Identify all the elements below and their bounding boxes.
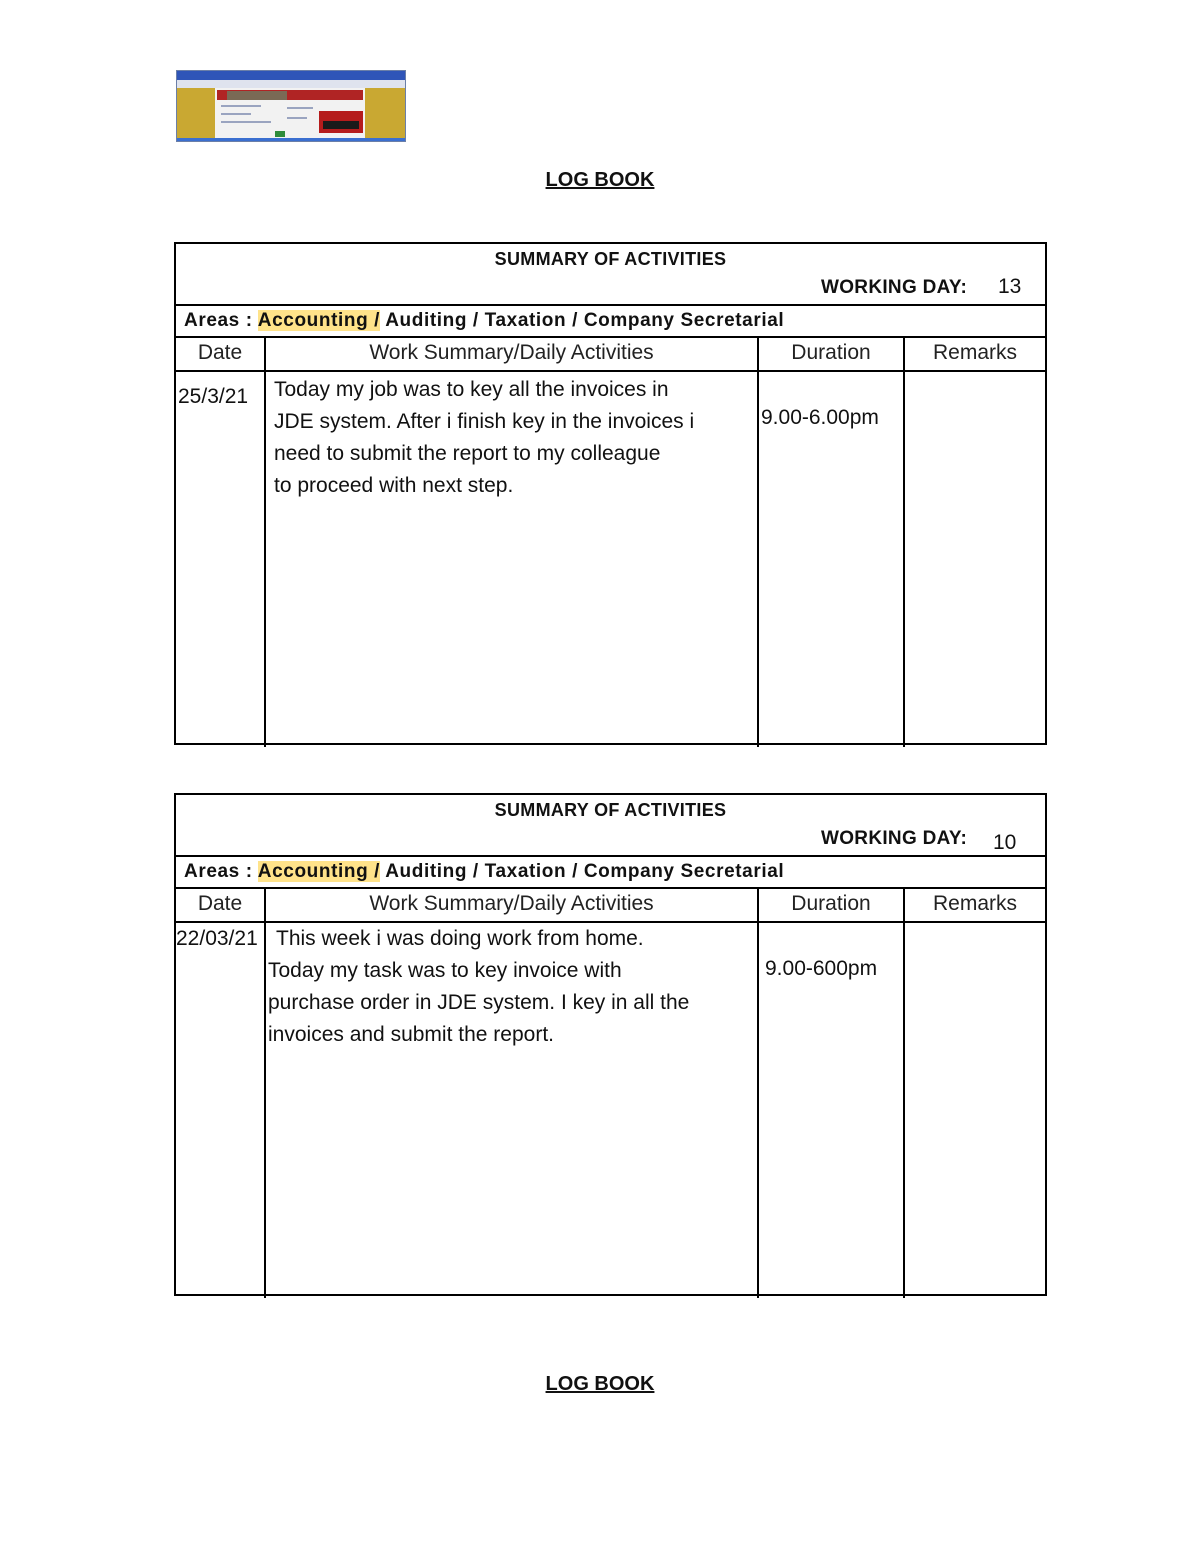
entry-remarks <box>905 372 1045 747</box>
work-line: This week i was doing work from home. <box>276 927 644 950</box>
summary-title: SUMMARY OF ACTIVITIES <box>494 800 727 820</box>
work-summary <box>266 923 759 1298</box>
areas-row <box>176 306 1045 338</box>
col-date-header: Date <box>176 338 266 370</box>
entry-date: 25/3/21 <box>176 372 266 747</box>
areas-prefix: Areas : <box>184 861 258 882</box>
col-date-header: Date <box>176 889 266 921</box>
work-line: purchase order in JDE system. I key in all the <box>268 991 690 1014</box>
col-remarks-header: Remarks <box>932 341 1017 364</box>
areas-highlight: Accounting / <box>257 310 381 331</box>
areas-prefix: Areas : <box>184 310 258 331</box>
working-day-value: 10 <box>993 831 1017 854</box>
work-line: Today my job was to key all the invoices in <box>274 378 669 401</box>
browser-screenshot-thumbnail <box>176 70 406 142</box>
table-row <box>176 923 1045 1298</box>
work-line: invoices and submit the report. <box>268 1023 554 1046</box>
work-line: need to submit the report to my colleague <box>274 442 661 465</box>
entry-remarks <box>905 923 1045 1298</box>
activity-log-table <box>174 793 1047 1296</box>
work-line: Today my task was to key invoice with <box>268 959 622 982</box>
entry-date: 22/03/21 <box>176 923 266 1298</box>
page-title: LOG BOOK <box>545 169 655 191</box>
areas-rest: Auditing / Taxation / Company Secretarial <box>380 310 785 331</box>
entry-duration: 9.00-600pm <box>759 923 905 1298</box>
working-day-value: 13 <box>998 275 1022 298</box>
working-day-label: WORKING DAY: <box>821 277 968 298</box>
next-page-title: LOG BOOK <box>545 1373 655 1395</box>
areas-rest: Auditing / Taxation / Company Secretarial <box>380 861 785 882</box>
areas-row <box>176 857 1045 889</box>
work-line: JDE system. After i finish key in the invoices i <box>274 410 695 433</box>
work-summary <box>266 372 759 747</box>
summary-header <box>176 795 1045 857</box>
summary-title: SUMMARY OF ACTIVITIES <box>494 249 727 269</box>
summary-header <box>176 244 1045 306</box>
table-row <box>176 372 1045 747</box>
column-header-row <box>176 889 1045 923</box>
col-remarks-header: Remarks <box>932 892 1017 915</box>
col-work-header: Work Summary/Daily Activities <box>266 889 759 921</box>
column-header-row <box>176 338 1045 372</box>
working-day-label: WORKING DAY: <box>821 828 968 849</box>
activity-log-table <box>174 242 1047 745</box>
areas-highlight: Accounting / <box>257 861 381 882</box>
col-duration-header: Duration <box>759 889 905 921</box>
col-duration-header: Duration <box>759 338 905 370</box>
entry-duration: 9.00-6.00pm <box>759 372 905 747</box>
col-work-header: Work Summary/Daily Activities <box>266 338 759 370</box>
work-line: to proceed with next step. <box>274 474 514 497</box>
